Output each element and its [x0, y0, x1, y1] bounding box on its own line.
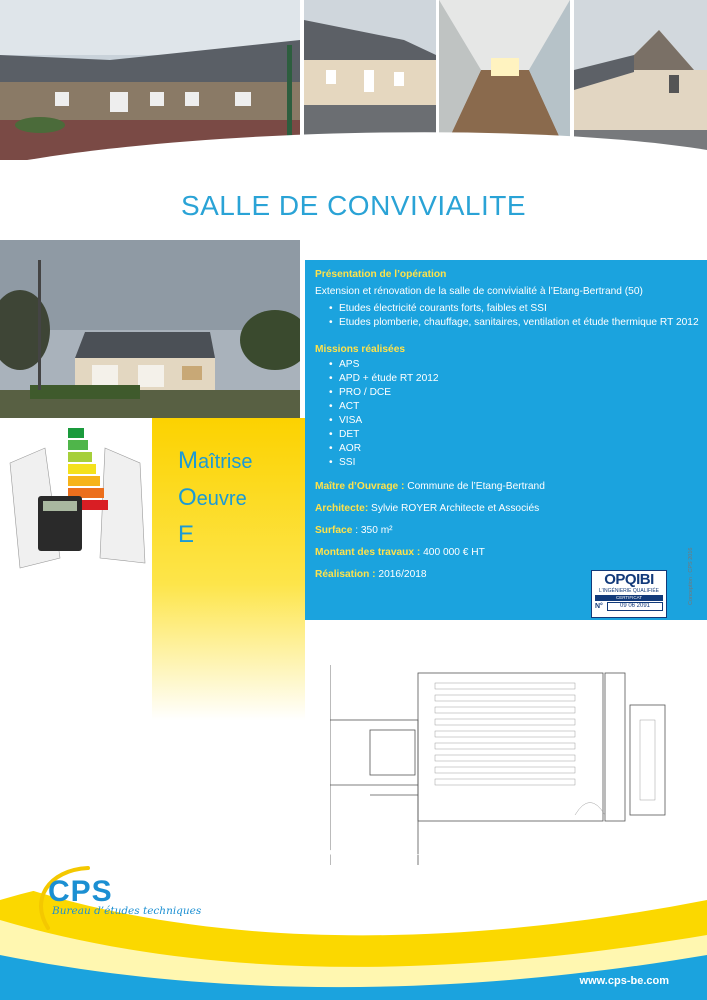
opqibi-logo: OPQIBI	[604, 571, 654, 588]
architecte	[315, 502, 700, 516]
website-link[interactable]: www.cps-be.com	[579, 975, 669, 987]
opqibi-number: 09 06 2091	[607, 602, 663, 611]
missions-heading: Missions réalisées	[315, 344, 406, 355]
list-item: • AOR	[315, 442, 700, 456]
list-item: • APS	[315, 358, 700, 372]
cps-name: CPS	[48, 875, 113, 908]
moe-rest-2: euvre	[196, 488, 247, 510]
moe-cap-m: M	[178, 447, 198, 474]
list-item: • SSI	[315, 456, 700, 470]
moe-rest-1: aîtrise	[198, 451, 253, 473]
list-item: • ACT	[315, 400, 700, 414]
realisation-value: 2016/2018	[375, 569, 427, 580]
opqibi-certificate: CERTIFICAT	[595, 595, 663, 601]
hero-wave	[0, 120, 707, 190]
cps-logo	[48, 875, 201, 917]
list-item: • PRO / DCE	[315, 386, 700, 400]
moe-line-2	[178, 484, 247, 512]
list-item: • APD + étude RT 2012	[315, 372, 700, 386]
maitre-label: Maître d’Ouvrage :	[315, 481, 405, 492]
moe-line-1	[178, 447, 252, 475]
missions-list	[315, 358, 700, 470]
info-text	[315, 268, 700, 582]
montant-value: 400 000 € HT	[420, 547, 485, 558]
floor-plan-drawing	[330, 665, 670, 865]
montant-label: Montant des travaux :	[315, 547, 421, 558]
realisation-label: Réalisation :	[315, 569, 376, 580]
opqibi-certification-badge	[591, 570, 667, 618]
page-title: SALLE DE CONVIVIALITE	[180, 190, 527, 221]
energy-label-illustration	[0, 418, 152, 578]
list-item: • DET	[315, 428, 700, 442]
moe-cap-o: O	[178, 484, 197, 511]
maitre-ouvrage	[315, 480, 700, 494]
moe-cap-e: E	[178, 521, 195, 548]
cps-tagline: Bureau d’études techniques	[52, 905, 202, 917]
architecte-label: Architecte:	[315, 503, 369, 514]
list-item: • Etudes électricité courants forts, faibles et SSI	[315, 302, 700, 316]
photo-building-front	[0, 240, 300, 418]
presentation-text: Extension et rénovation de la salle de convivialité à l’Etang-Bertrand (50)	[315, 286, 643, 297]
credit-text: Conception : CPS 2016	[688, 547, 694, 605]
maitre-value: Commune de l’Etang-Bertrand	[404, 481, 545, 492]
presentation-list	[315, 302, 700, 330]
surface	[315, 524, 700, 538]
list-item: • Etudes plomberie, chauffage, sanitaires, ventilation et étude thermique RT 2012	[315, 316, 700, 330]
surface-label: Surface	[315, 525, 353, 536]
montant	[315, 546, 700, 560]
presentation-heading: Présentation de l’opération	[315, 269, 447, 280]
opqibi-number-label: N°	[595, 603, 603, 610]
architecte-value: Sylvie ROYER Architecte et Associés	[368, 503, 540, 514]
opqibi-number-row	[595, 602, 663, 611]
list-item: • VISA	[315, 414, 700, 428]
moe-line-3	[178, 521, 194, 549]
opqibi-subtitle: L’INGÉNIERIE QUALIFIÉE	[598, 588, 660, 594]
surface-value: : 350 m²	[352, 525, 393, 536]
